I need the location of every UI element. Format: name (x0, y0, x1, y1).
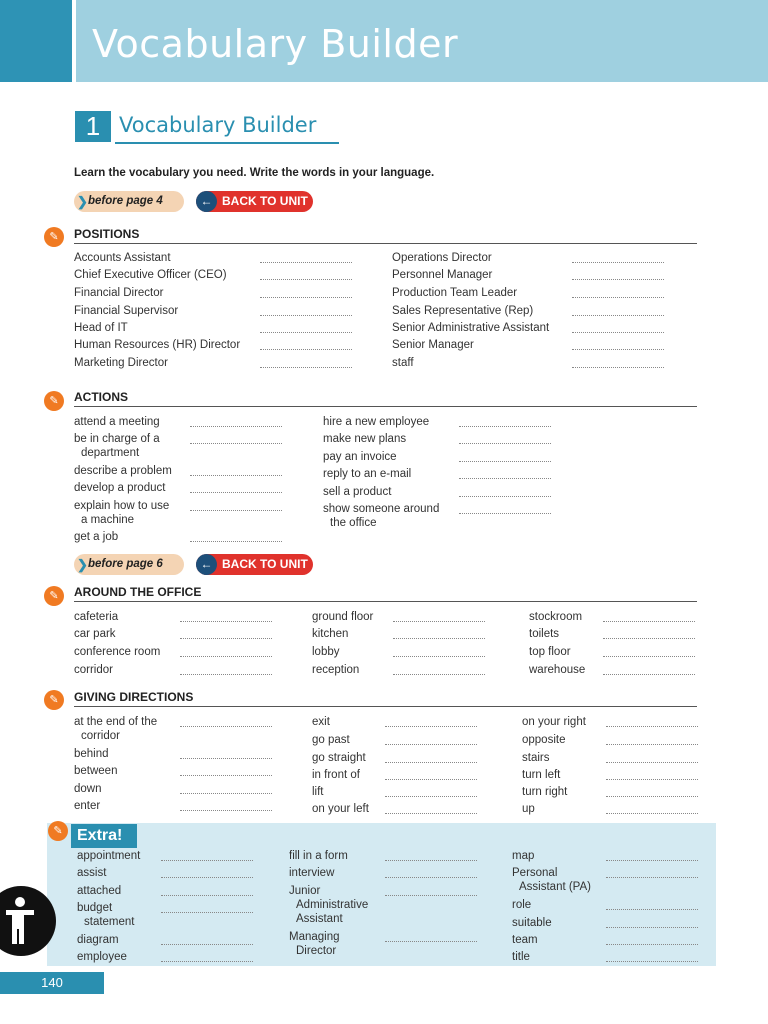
translation-line[interactable] (260, 349, 352, 350)
word-item: fill in a form (289, 850, 348, 862)
translation-line[interactable] (385, 813, 477, 814)
back-to-unit-label: BACK TO UNIT (222, 557, 308, 571)
word-item: stairs (522, 752, 550, 764)
word-item: Marketing Director (74, 357, 168, 369)
word-item: conference room (74, 646, 161, 658)
word-item: get a job (74, 531, 119, 543)
word-item: sell a product (323, 486, 392, 498)
translation-line[interactable] (180, 621, 272, 622)
translation-line[interactable] (385, 726, 477, 727)
word-item: appointment (77, 850, 141, 862)
word-item: Production Team Leader (392, 287, 518, 299)
word-item: go straight (312, 752, 366, 764)
translation-line[interactable] (180, 775, 272, 776)
translation-line[interactable] (603, 656, 695, 657)
word-item: reception (312, 664, 360, 676)
translation-line[interactable] (161, 912, 253, 913)
translation-line[interactable] (606, 796, 698, 797)
translation-line[interactable] (190, 541, 282, 542)
word-item: Financial Director (74, 287, 164, 299)
word-item: staff (392, 357, 414, 369)
word-item: interview (289, 867, 335, 879)
word-item: on your left (312, 803, 369, 815)
word-item: toilets (529, 628, 560, 640)
section-rule (74, 406, 697, 407)
word-item: exit (312, 716, 330, 728)
word-item: Head of IT (74, 322, 128, 334)
back-to-unit-button[interactable] (196, 191, 313, 212)
translation-line[interactable] (393, 674, 485, 675)
translation-line[interactable] (180, 656, 272, 657)
translation-line[interactable] (459, 496, 551, 497)
translation-line[interactable] (572, 367, 664, 368)
translation-line[interactable] (606, 860, 698, 861)
translation-line[interactable] (180, 726, 272, 727)
translation-line[interactable] (606, 877, 698, 878)
word-item: stockroom (529, 611, 583, 623)
pencil-note-icon: ✎ (44, 690, 64, 710)
word-item: corridor (74, 664, 113, 676)
translation-line[interactable] (161, 877, 253, 878)
word-item: turn right (522, 786, 568, 798)
word-item: Assistant (PA) (519, 881, 591, 893)
translation-line[interactable] (459, 426, 551, 427)
word-item: role (512, 899, 532, 911)
section-rule (74, 243, 697, 244)
word-item: a machine (81, 514, 135, 526)
translation-line[interactable] (572, 349, 664, 350)
word-item: budget (77, 902, 113, 914)
translation-line[interactable] (606, 779, 698, 780)
word-item: kitchen (312, 628, 349, 640)
word-item: attached (77, 885, 122, 897)
translation-line[interactable] (260, 279, 352, 280)
unit-number: 1 (75, 111, 111, 142)
translation-line[interactable] (603, 674, 695, 675)
word-item: Personal (512, 867, 558, 879)
translation-line[interactable] (385, 895, 477, 896)
word-item: statement (84, 916, 135, 928)
pencil-note-icon: ✎ (44, 391, 64, 411)
word-item: on your right (522, 716, 586, 728)
word-item: reply to an e-mail (323, 468, 412, 480)
instruction-text: Learn the vocabulary you need. Write the words in your language. (74, 167, 435, 179)
translation-line[interactable] (603, 621, 695, 622)
translation-line[interactable] (190, 492, 282, 493)
translation-line[interactable] (190, 475, 282, 476)
translation-line[interactable] (180, 810, 272, 811)
word-item: Administrative (296, 899, 369, 911)
chevron-right-icon: ❯ (77, 194, 88, 209)
translation-line[interactable] (606, 744, 698, 745)
arrow-left-icon: ← (196, 191, 217, 212)
before-page-6-tag (74, 554, 184, 575)
translation-line[interactable] (572, 262, 664, 263)
unit-title: Vocabulary Builder (119, 113, 317, 137)
word-item: lift (312, 786, 324, 798)
translation-line[interactable] (459, 513, 551, 514)
before-page-4-tag (74, 191, 184, 212)
word-item: be in charge of a (74, 433, 160, 445)
translation-line[interactable] (385, 779, 477, 780)
word-item: Managing (289, 931, 340, 943)
translation-line[interactable] (385, 860, 477, 861)
word-item: department (81, 447, 140, 459)
translation-line[interactable] (260, 315, 352, 316)
before-page-4-label: before page 4 (88, 195, 163, 207)
translation-line[interactable] (572, 315, 664, 316)
word-item: warehouse (529, 664, 586, 676)
word-item: lobby (312, 646, 340, 658)
page-number: 140 (0, 972, 104, 994)
translation-line[interactable] (161, 944, 253, 945)
word-item: Director (296, 945, 337, 957)
word-item: describe a problem (74, 465, 172, 477)
word-item: top floor (529, 646, 571, 658)
word-item: make new plans (323, 433, 407, 445)
translation-line[interactable] (260, 297, 352, 298)
unit-title-underline (115, 142, 339, 144)
word-item: develop a product (74, 482, 166, 494)
word-item: in front of (312, 769, 360, 781)
translation-line[interactable] (393, 656, 485, 657)
translation-line[interactable] (385, 877, 477, 878)
word-item: team (512, 934, 538, 946)
word-item: Financial Supervisor (74, 305, 179, 317)
translation-line[interactable] (603, 638, 695, 639)
translation-line[interactable] (260, 367, 352, 368)
translation-line[interactable] (180, 674, 272, 675)
translation-line[interactable] (572, 297, 664, 298)
word-item: at the end of the (74, 716, 158, 728)
word-item: opposite (522, 734, 566, 746)
back-to-unit-button[interactable] (196, 554, 313, 575)
translation-line[interactable] (393, 621, 485, 622)
translation-line[interactable] (385, 744, 477, 745)
word-item: corridor (81, 730, 120, 742)
word-item: title (512, 951, 530, 963)
pencil-note-icon: ✎ (44, 586, 64, 606)
translation-line[interactable] (393, 638, 485, 639)
translation-line[interactable] (606, 927, 698, 928)
translation-line[interactable] (161, 895, 253, 896)
accessibility-icon (0, 886, 56, 956)
word-item: between (74, 765, 118, 777)
word-item: Sales Representative (Rep) (392, 305, 534, 317)
before-page-6-label: before page 6 (88, 558, 163, 570)
translation-line[interactable] (606, 961, 698, 962)
section-title-directions: GIVING DIRECTIONS (74, 690, 194, 704)
back-to-unit-label: BACK TO UNIT (222, 194, 308, 208)
word-item: Chief Executive Officer (CEO) (74, 269, 227, 281)
translation-line[interactable] (180, 638, 272, 639)
accessibility-button[interactable] (0, 886, 56, 956)
banner-strip (0, 0, 72, 82)
word-item: Assistant (296, 913, 343, 925)
word-item: map (512, 850, 535, 862)
word-item: the office (330, 517, 377, 529)
arrow-left-icon: ← (196, 554, 217, 575)
word-item: Accounts Assistant (74, 252, 171, 264)
word-item: pay an invoice (323, 451, 397, 463)
translation-line[interactable] (385, 762, 477, 763)
word-item: suitable (512, 917, 552, 929)
word-item: turn left (522, 769, 561, 781)
word-item: Personnel Manager (392, 269, 493, 281)
word-item: Human Resources (HR) Director (74, 339, 241, 351)
pencil-note-icon: ✎ (44, 227, 64, 247)
word-item: Junior (289, 885, 321, 897)
translation-line[interactable] (180, 758, 272, 759)
translation-line[interactable] (606, 813, 698, 814)
word-item: diagram (77, 934, 119, 946)
translation-line[interactable] (161, 860, 253, 861)
translation-line[interactable] (260, 332, 352, 333)
translation-line[interactable] (190, 426, 282, 427)
section-rule (74, 601, 697, 602)
banner-title: Vocabulary Builder (92, 22, 459, 66)
chevron-right-icon: ❯ (77, 557, 88, 572)
translation-line[interactable] (260, 262, 352, 263)
word-item: behind (74, 748, 109, 760)
word-item: assist (77, 867, 107, 879)
section-rule (74, 706, 697, 707)
translation-line[interactable] (606, 944, 698, 945)
word-item: Senior Manager (392, 339, 474, 351)
section-title-positions: POSITIONS (74, 227, 140, 241)
word-item: ground floor (312, 611, 374, 623)
word-item: go past (312, 734, 350, 746)
translation-line[interactable] (459, 443, 551, 444)
translation-line[interactable] (606, 762, 698, 763)
pencil-note-icon: ✎ (48, 821, 68, 841)
translation-line[interactable] (385, 796, 477, 797)
section-title-office: AROUND THE OFFICE (74, 585, 202, 599)
translation-line[interactable] (459, 461, 551, 462)
translation-line[interactable] (190, 443, 282, 444)
word-item: show someone around (323, 503, 440, 515)
section-title-actions: ACTIONS (74, 390, 128, 404)
word-item: Operations Director (392, 252, 492, 264)
translation-line[interactable] (190, 510, 282, 511)
word-item: down (74, 783, 102, 795)
translation-line[interactable] (606, 726, 698, 727)
word-item: explain how to use (74, 500, 170, 512)
word-item: up (522, 803, 535, 815)
word-item: Senior Administrative Assistant (392, 322, 550, 334)
translation-line[interactable] (161, 961, 253, 962)
translation-line[interactable] (572, 332, 664, 333)
translation-line[interactable] (606, 909, 698, 910)
extra-title: Extra! (71, 824, 137, 848)
word-item: hire a new employee (323, 416, 430, 428)
translation-line[interactable] (180, 793, 272, 794)
word-item: car park (74, 628, 116, 640)
word-item: employee (77, 951, 127, 963)
word-item: enter (74, 800, 101, 812)
word-item: attend a meeting (74, 416, 160, 428)
translation-line[interactable] (572, 279, 664, 280)
word-item: cafeteria (74, 611, 119, 623)
translation-line[interactable] (459, 478, 551, 479)
translation-line[interactable] (385, 941, 477, 942)
